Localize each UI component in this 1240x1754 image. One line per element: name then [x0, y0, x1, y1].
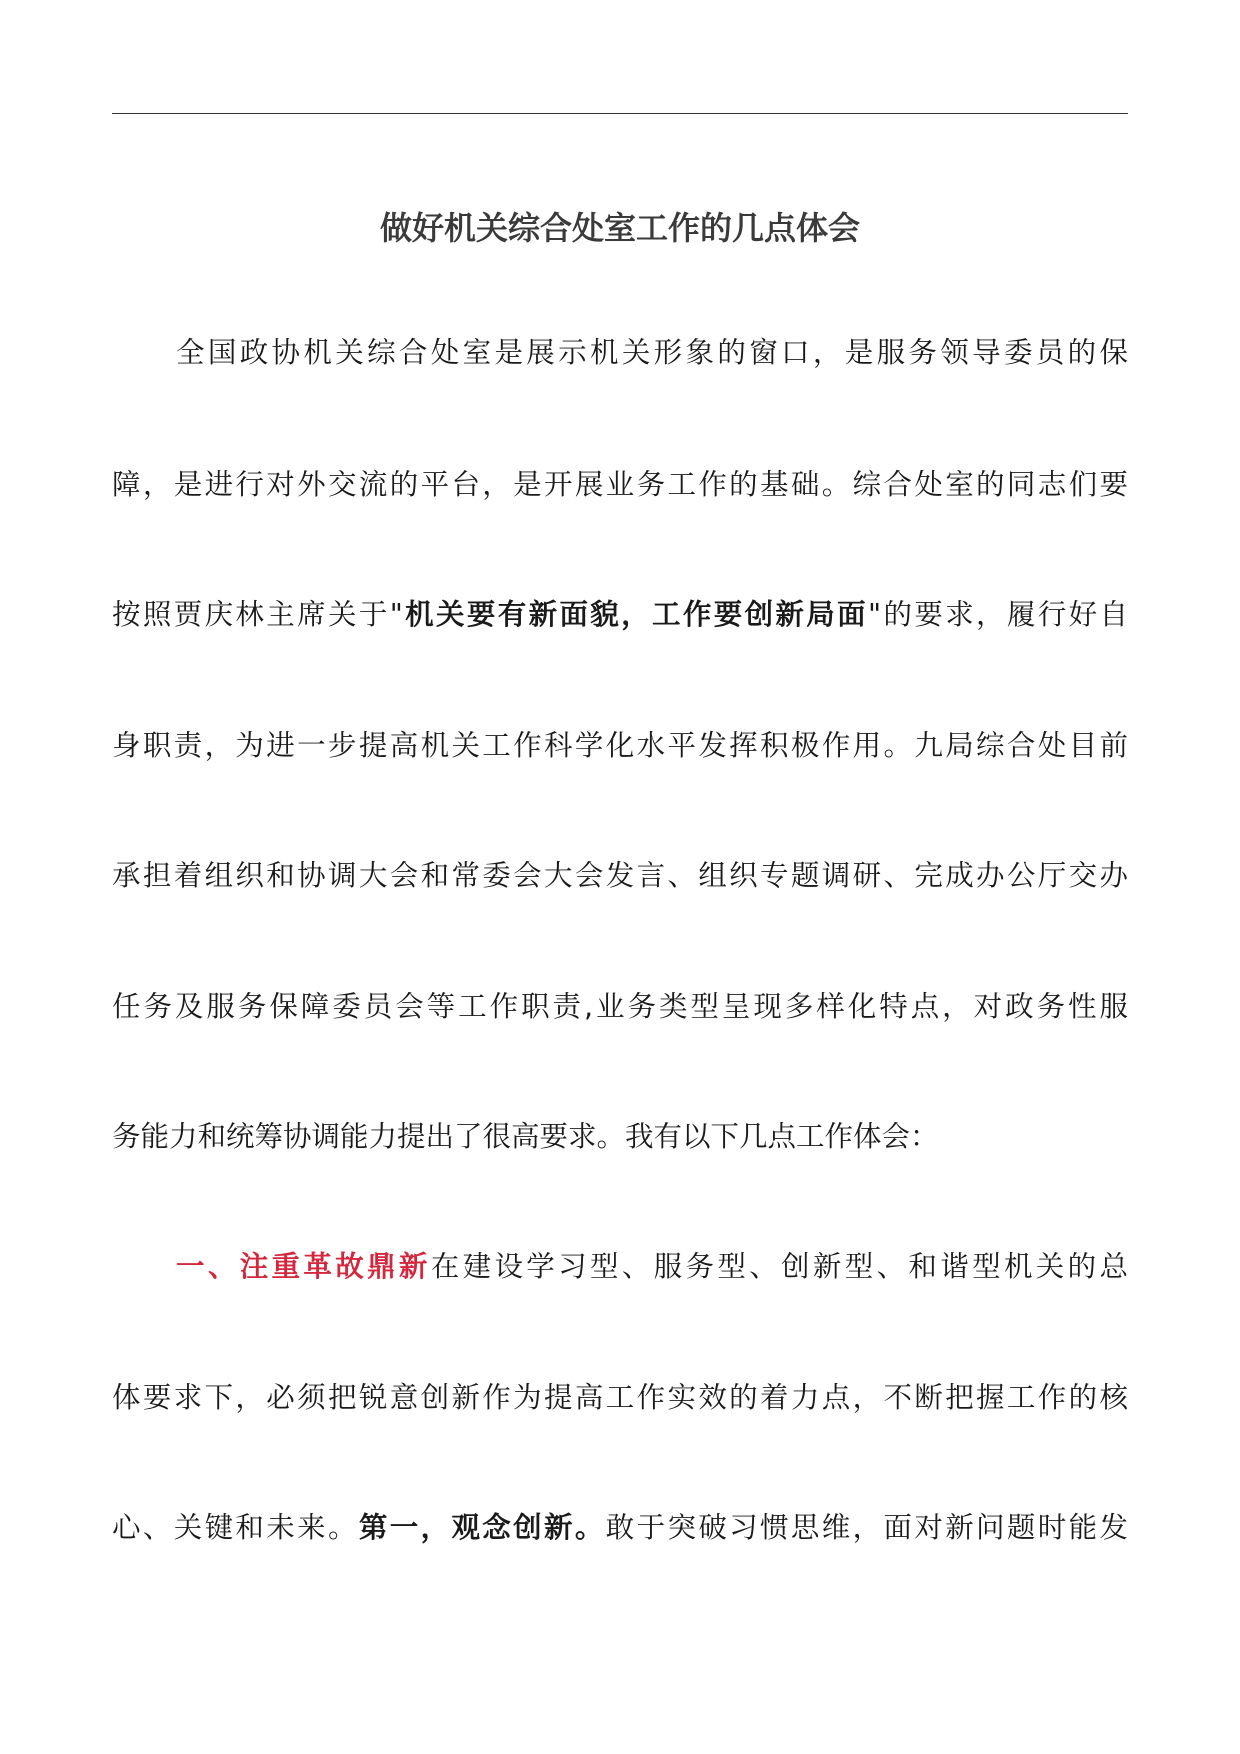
header-divider [112, 113, 1128, 114]
document-title: 做好机关综合处室工作的几点体会 [379, 209, 860, 247]
quote-lead-text: 按照贾庆林主席关于" [112, 598, 403, 631]
paragraph-1-line-3 [112, 591, 1128, 639]
line-trail-text: 敢于突破习惯思维，面对新问题时能发 [605, 1511, 1128, 1544]
section-heading: 一、注重革故鼎新 [176, 1250, 431, 1283]
paragraph-2-line-2: 体要求下，必须把锐意创新作为提高工作实效的着力点，不断把握工作的核 [112, 1381, 1128, 1414]
paragraph-1-line-7: 务能力和统筹协调能力提出了很高要求。我有以下几点工作体会： [112, 1120, 939, 1153]
paragraph-1-line-6: 任务及服务保障委员会等工作职责,业务类型呈现多样化特点，对政务性服 [112, 990, 1128, 1023]
quote-bold-text: 机关要有新面貌，工作要创新局面 [402, 598, 869, 631]
paragraph-1-line-5: 承担着组织和协调大会和常委会大会发言、组织专题调研、完成办公厅交办 [112, 859, 1128, 892]
line-lead-text: 心、关键和未来。 [112, 1511, 359, 1544]
paragraph-1-line-1: 全国政协机关综合处室是展示机关形象的窗口，是服务领导委员的保 [176, 336, 1128, 369]
paragraph-2-line-1 [112, 1243, 1128, 1291]
quote-trail-text: "的要求，履行好自 [868, 598, 1128, 631]
paragraph-1-line-2: 障，是进行对外交流的平台，是开展业务工作的基础。综合处室的同志们要 [112, 468, 1128, 501]
subpoint-bold-text: 第一，观念创新。 [358, 1511, 606, 1544]
paragraph-1-line-4: 身职责，为进一步提高机关工作科学化水平发挥积极作用。九局综合处目前 [112, 729, 1128, 762]
paragraph-2-line-3 [112, 1504, 1128, 1552]
section-heading-rest: 在建设学习型、服务型、创新型、和谐型机关的总 [430, 1250, 1128, 1283]
